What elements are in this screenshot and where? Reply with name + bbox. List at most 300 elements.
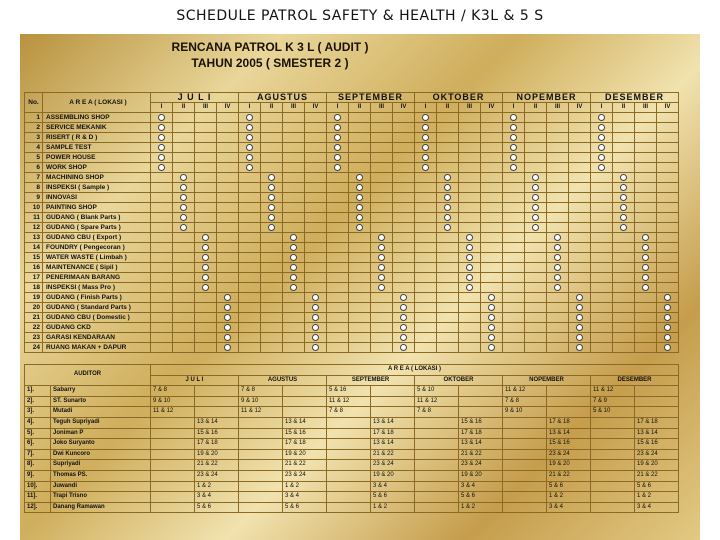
schedule-cell: [283, 303, 305, 313]
auditor-assignment: [151, 481, 195, 492]
schedule-cell: [393, 173, 415, 183]
scheduled-patrol-marker: [422, 114, 429, 121]
schedule-cell: [239, 243, 261, 253]
area-row: [25, 173, 679, 183]
auditor-assignment: [591, 460, 635, 471]
auditor-assignment: 13 & 14: [195, 417, 239, 428]
schedule-cell: [327, 313, 349, 323]
auditor-assignment: [151, 449, 195, 460]
schedule-cell: [657, 263, 679, 273]
schedule-cell: [459, 133, 481, 143]
schedule-cell: [349, 253, 371, 263]
auditor-row: [25, 481, 679, 492]
auditor-assignment: [503, 502, 547, 513]
schedule-cell: [195, 193, 217, 203]
auditor-name: Supriyadi: [51, 460, 151, 471]
schedule-cell: [415, 253, 437, 263]
area-row: [25, 113, 679, 123]
scheduled-patrol-marker: [334, 154, 341, 161]
schedule-cell: [261, 153, 283, 163]
schedule-cell: [591, 333, 613, 343]
page-title: SCHEDULE PATROL SAFETY & HEALTH / K3L & 5 S: [176, 8, 544, 24]
schedule-cell: [349, 193, 371, 203]
scheduled-patrol-marker: [224, 324, 231, 331]
schedule-cell: [195, 293, 217, 303]
schedule-cell: [525, 203, 547, 213]
scheduled-patrol-marker: [444, 214, 451, 221]
schedule-cell: [283, 323, 305, 333]
schedule-cell: [349, 213, 371, 223]
schedule-cell: [349, 303, 371, 313]
auditor-assignment: [591, 492, 635, 503]
scheduled-patrol-marker: [334, 114, 341, 121]
scheduled-patrol-marker: [158, 124, 165, 131]
schedule-cell: [173, 233, 195, 243]
schedule-cell: [305, 283, 327, 293]
schedule-cell: [437, 343, 459, 353]
area-row: [25, 243, 679, 253]
auditor-name: Trapi Trisno: [51, 492, 151, 503]
schedule-cell: [371, 143, 393, 153]
schedule-cell: [437, 253, 459, 263]
auditor-assignment: [371, 396, 415, 407]
schedule-cell: [327, 173, 349, 183]
schedule-cell: [525, 133, 547, 143]
schedule-cell: [657, 203, 679, 213]
scheduled-patrol-marker: [620, 194, 627, 201]
schedule-cell: [415, 193, 437, 203]
schedule-cell: [305, 233, 327, 243]
schedule-cell: [459, 193, 481, 203]
schedule-cell: [261, 303, 283, 313]
auditor-assignment: [151, 470, 195, 481]
auditor-number: 12].: [25, 502, 51, 513]
auditor-assignment: 23 & 24: [195, 470, 239, 481]
auditor-assignment: 15 & 16: [635, 439, 679, 450]
area-name: INSPEKSI ( Mass Pro ): [43, 283, 151, 293]
scheduled-patrol-marker: [532, 184, 539, 191]
schedule-cell: [459, 263, 481, 273]
auditor-assignment: 5 & 6: [283, 502, 327, 513]
scheduled-patrol-marker: [180, 194, 187, 201]
schedule-cell: [349, 263, 371, 273]
schedule-cell: [613, 313, 635, 323]
schedule-cell: [481, 303, 503, 313]
schedule-cell: [371, 293, 393, 303]
schedule-cell: [217, 273, 239, 283]
area-name: GUDANG CKD: [43, 323, 151, 333]
scheduled-patrol-marker: [334, 124, 341, 131]
scheduled-patrol-marker: [312, 324, 319, 331]
schedule-cell: [151, 313, 173, 323]
scheduled-patrol-marker: [422, 134, 429, 141]
schedule-cell: [635, 293, 657, 303]
schedule-cell: [305, 153, 327, 163]
schedule-cell: [327, 153, 349, 163]
schedule-cell: [239, 223, 261, 233]
schedule-cell: [195, 323, 217, 333]
auditor-assignment: [415, 428, 459, 439]
schedule-cell: [525, 233, 547, 243]
schedule-cell: [569, 223, 591, 233]
week-header: IV: [305, 103, 327, 113]
scheduled-patrol-marker: [488, 294, 495, 301]
schedule-cell: [195, 143, 217, 153]
auditor-row: [25, 449, 679, 460]
scheduled-patrol-marker: [290, 234, 297, 241]
schedule-cell: [261, 263, 283, 273]
schedule-cell: [635, 343, 657, 353]
schedule-cell: [481, 193, 503, 203]
scheduled-patrol-marker: [334, 164, 341, 171]
auditor-assignment: 3 & 4: [635, 502, 679, 513]
schedule-cell: [525, 113, 547, 123]
schedule-cell: [613, 193, 635, 203]
auditor-assignment: 3 & 4: [195, 492, 239, 503]
scheduled-patrol-marker: [378, 264, 385, 271]
scheduled-patrol-marker: [356, 224, 363, 231]
schedule-cell: [239, 143, 261, 153]
auditor-assignment: 19 & 20: [371, 470, 415, 481]
scheduled-patrol-marker: [598, 134, 605, 141]
schedule-cell: [151, 323, 173, 333]
schedule-cell: [327, 283, 349, 293]
schedule-cell: [459, 223, 481, 233]
schedule-cell: [217, 233, 239, 243]
auditor-number: 8].: [25, 460, 51, 471]
auditor-assignment: [459, 396, 503, 407]
schedule-cell: [635, 213, 657, 223]
area-name: WORK SHOP: [43, 163, 151, 173]
auditor-assignment: [415, 417, 459, 428]
schedule-cell: [481, 173, 503, 183]
auditor-month-header: AGUSTUS: [239, 375, 327, 386]
schedule-cell: [635, 313, 657, 323]
plan-subtitle: TAHUN 2005 ( SMESTER 2 ): [191, 56, 349, 70]
area-name: INSPEKSI ( Sample ): [43, 183, 151, 193]
schedule-cell: [349, 183, 371, 193]
schedule-cell: [261, 313, 283, 323]
area-row: [25, 313, 679, 323]
scheduled-patrol-marker: [554, 264, 561, 271]
auditor-number: 6].: [25, 439, 51, 450]
auditor-assignment: [415, 439, 459, 450]
area-name: GUDANG ( Standard Parts ): [43, 303, 151, 313]
schedule-cell: [415, 343, 437, 353]
schedule-cell: [657, 303, 679, 313]
schedule-cell: [327, 183, 349, 193]
schedule-cell: [173, 203, 195, 213]
schedule-cell: [371, 283, 393, 293]
scheduled-patrol-marker: [356, 194, 363, 201]
schedule-cell: [173, 223, 195, 233]
schedule-cell: [525, 293, 547, 303]
auditor-assignment: 9 & 10: [503, 407, 547, 418]
scheduled-patrol-marker: [268, 204, 275, 211]
schedule-cell: [657, 193, 679, 203]
schedule-cell: [217, 313, 239, 323]
scheduled-patrol-marker: [422, 124, 429, 131]
schedule-cell: [371, 273, 393, 283]
schedule-cell: [569, 113, 591, 123]
scheduled-patrol-marker: [444, 174, 451, 181]
schedule-cell: [591, 213, 613, 223]
schedule-cell: [503, 143, 525, 153]
schedule-cell: [239, 203, 261, 213]
scheduled-patrol-marker: [180, 184, 187, 191]
scheduled-patrol-marker: [510, 164, 517, 171]
schedule-cell: [481, 233, 503, 243]
schedule-cell: [173, 333, 195, 343]
auditor-assignment: [327, 439, 371, 450]
schedule-cell: [613, 263, 635, 273]
scheduled-patrol-marker: [246, 134, 253, 141]
schedule-cell: [635, 153, 657, 163]
scheduled-patrol-marker: [378, 284, 385, 291]
schedule-cell: [173, 303, 195, 313]
schedule-cell: [349, 293, 371, 303]
schedule-cell: [635, 253, 657, 263]
scheduled-patrol-marker: [158, 114, 165, 121]
schedule-cell: [173, 263, 195, 273]
scheduled-patrol-marker: [554, 284, 561, 291]
auditor-assignment: [327, 492, 371, 503]
auditor-assignment: 1 & 2: [371, 502, 415, 513]
schedule-cell: [393, 303, 415, 313]
auditor-assignment: [503, 449, 547, 460]
schedule-cell: [173, 343, 195, 353]
auditor-row: [25, 439, 679, 450]
auditor-assignment: [415, 470, 459, 481]
auditor-assignment: 15 & 16: [283, 428, 327, 439]
schedule-cell: [393, 203, 415, 213]
schedule-cell: [657, 163, 679, 173]
schedule-cell: [503, 153, 525, 163]
scheduled-patrol-marker: [532, 204, 539, 211]
schedule-cell: [503, 173, 525, 183]
scheduled-patrol-marker: [312, 294, 319, 301]
schedule-cell: [569, 133, 591, 143]
schedule-cell: [569, 323, 591, 333]
area-row: [25, 263, 679, 273]
schedule-cell: [371, 243, 393, 253]
schedule-cell: [195, 203, 217, 213]
schedule-cell: [613, 243, 635, 253]
week-header: I: [327, 103, 349, 113]
schedule-cell: [239, 323, 261, 333]
schedule-cell: [503, 313, 525, 323]
auditor-assignment: [327, 470, 371, 481]
schedule-cell: [283, 313, 305, 323]
scheduled-patrol-marker: [158, 134, 165, 141]
schedule-cell: [217, 223, 239, 233]
schedule-cell: [613, 123, 635, 133]
scheduled-patrol-marker: [400, 294, 407, 301]
no-header: No.: [25, 93, 43, 113]
auditor-assignment: [239, 449, 283, 460]
schedule-cell: [613, 273, 635, 283]
schedule-cell: [195, 283, 217, 293]
auditor-assignment: [151, 428, 195, 439]
schedule-cell: [371, 113, 393, 123]
schedule-cell: [195, 133, 217, 143]
schedule-cell: [283, 253, 305, 263]
schedule-cell: [349, 133, 371, 143]
schedule-cell: [547, 273, 569, 283]
schedule-cell: [415, 173, 437, 183]
schedule-cell: [195, 213, 217, 223]
auditor-assignment: 3 & 4: [283, 492, 327, 503]
area-number: 17: [25, 273, 43, 283]
schedule-cell: [261, 143, 283, 153]
schedule-cell: [503, 243, 525, 253]
schedule-cell: [151, 173, 173, 183]
schedule-cell: [657, 133, 679, 143]
schedule-cell: [283, 343, 305, 353]
schedule-cell: [239, 153, 261, 163]
auditor-assignment: 11 & 12: [415, 396, 459, 407]
schedule-cell: [547, 133, 569, 143]
scheduled-patrol-marker: [312, 344, 319, 351]
scheduled-patrol-marker: [290, 274, 297, 281]
schedule-cell: [437, 233, 459, 243]
schedule-cell: [525, 263, 547, 273]
schedule-cell: [591, 203, 613, 213]
schedule-cell: [591, 323, 613, 333]
auditor-assignment: [459, 386, 503, 397]
auditor-assignment: [371, 386, 415, 397]
schedule-cell: [305, 313, 327, 323]
scheduled-patrol-marker: [202, 284, 209, 291]
auditor-assignment: [371, 407, 415, 418]
schedule-cell: [503, 193, 525, 203]
schedule-cell: [393, 163, 415, 173]
area-name: GARASI KENDARAAN: [43, 333, 151, 343]
scheduled-patrol-marker: [554, 244, 561, 251]
schedule-cell: [547, 263, 569, 273]
auditor-area-header: A R E A ( LOKASI ): [151, 365, 679, 376]
schedule-cell: [239, 283, 261, 293]
schedule-cell: [635, 113, 657, 123]
schedule-cell: [393, 233, 415, 243]
scheduled-patrol-marker: [312, 334, 319, 341]
scheduled-patrol-marker: [180, 224, 187, 231]
schedule-cell: [217, 183, 239, 193]
schedule-cell: [261, 243, 283, 253]
scheduled-patrol-marker: [620, 174, 627, 181]
auditor-name: Danang Ramawan: [51, 502, 151, 513]
scheduled-patrol-marker: [598, 144, 605, 151]
schedule-cell: [195, 113, 217, 123]
auditor-assignment: [635, 396, 679, 407]
schedule-cell: [151, 283, 173, 293]
schedule-cell: [503, 133, 525, 143]
schedule-cell: [283, 113, 305, 123]
schedule-cell: [657, 243, 679, 253]
schedule-cell: [371, 193, 393, 203]
scheduled-patrol-marker: [356, 214, 363, 221]
scheduled-patrol-marker: [488, 324, 495, 331]
schedule-cell: [173, 183, 195, 193]
schedule-cell: [569, 243, 591, 253]
scheduled-patrol-marker: [202, 274, 209, 281]
schedule-cell: [173, 323, 195, 333]
schedule-cell: [547, 253, 569, 263]
schedule-cell: [195, 243, 217, 253]
area-number: 7: [25, 173, 43, 183]
auditor-assignment: 21 & 22: [283, 460, 327, 471]
schedule-cell: [371, 123, 393, 133]
schedule-cell: [327, 263, 349, 273]
area-row: [25, 213, 679, 223]
scheduled-patrol-marker: [268, 194, 275, 201]
schedule-cell: [657, 343, 679, 353]
schedule-cell: [195, 173, 217, 183]
month-header: AGUSTUS: [239, 93, 327, 103]
schedule-cell: [525, 153, 547, 163]
schedule-cell: [503, 183, 525, 193]
auditor-assignment: 23 & 24: [635, 449, 679, 460]
auditor-assignment: [415, 502, 459, 513]
schedule-cell: [657, 323, 679, 333]
auditor-assignment: 21 & 22: [547, 470, 591, 481]
auditor-assignment: [239, 481, 283, 492]
schedule-cell: [195, 163, 217, 173]
schedule-cell: [525, 223, 547, 233]
schedule-cell: [591, 163, 613, 173]
schedule-cell: [151, 203, 173, 213]
auditor-assignment: [239, 502, 283, 513]
schedule-cell: [437, 143, 459, 153]
auditor-assignment: 5 & 10: [591, 407, 635, 418]
schedule-cell: [569, 213, 591, 223]
schedule-cell: [261, 183, 283, 193]
schedule-cell: [327, 243, 349, 253]
auditor-assignment: [151, 417, 195, 428]
schedule-cell: [239, 313, 261, 323]
schedule-cell: [371, 253, 393, 263]
schedule-cell: [635, 133, 657, 143]
scheduled-patrol-marker: [400, 324, 407, 331]
scheduled-patrol-marker: [378, 254, 385, 261]
auditor-assignment: 17 & 18: [195, 439, 239, 450]
schedule-cell: [261, 283, 283, 293]
schedule-cell: [657, 223, 679, 233]
schedule-cell: [349, 233, 371, 243]
area-number: 14: [25, 243, 43, 253]
scheduled-patrol-marker: [510, 144, 517, 151]
schedule-cell: [239, 233, 261, 243]
schedule-cell: [327, 223, 349, 233]
schedule-cell: [503, 253, 525, 263]
schedule-cell: [393, 273, 415, 283]
auditor-assignment: 5 & 6: [371, 492, 415, 503]
schedule-cell: [393, 343, 415, 353]
auditor-assignment: [151, 492, 195, 503]
schedule-cell: [459, 153, 481, 163]
schedule-cell: [613, 153, 635, 163]
auditor-row: [25, 407, 679, 418]
schedule-cell: [635, 203, 657, 213]
auditor-assignment: [239, 470, 283, 481]
area-name: PENERIMAAN BARANG: [43, 273, 151, 283]
schedule-cell: [217, 253, 239, 263]
schedule-cell: [173, 313, 195, 323]
schedule-cell: [613, 323, 635, 333]
auditor-assignment: [283, 396, 327, 407]
schedule-cell: [437, 313, 459, 323]
week-header: IV: [217, 103, 239, 113]
